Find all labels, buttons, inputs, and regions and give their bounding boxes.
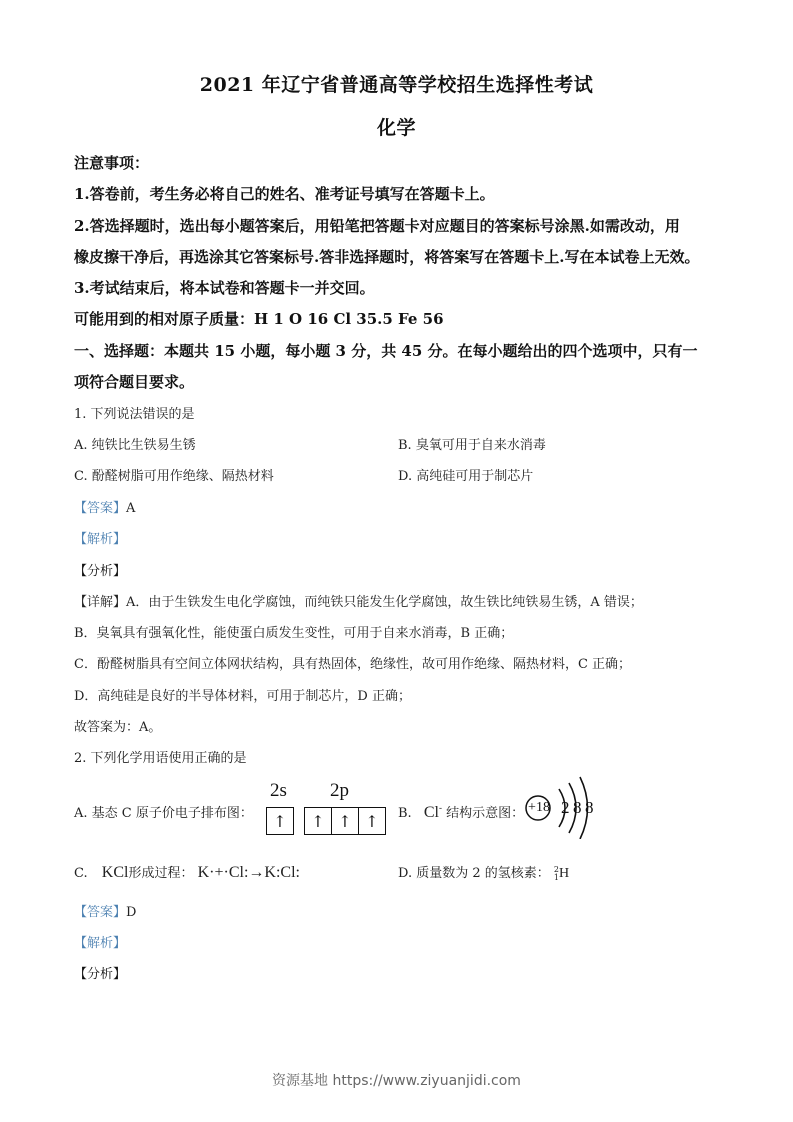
orbital-2p-box <box>304 807 386 835</box>
option-letter: B. <box>398 806 412 821</box>
orbital-2p-label: 2p <box>330 780 349 801</box>
element-symbol: H <box>559 866 570 881</box>
q1-answer <box>74 497 135 516</box>
question-2-stem: 2. 下列化学用语使用正确的是 <box>74 751 247 766</box>
option-text: D. 质量数为 2 的氢核素： <box>398 866 550 881</box>
q2-option-c <box>74 862 300 882</box>
chloride-ion <box>424 804 442 821</box>
notice-item-2-cont: 橡皮擦干净后，再选涂其它答案标号.答非选择题时，将答案写在答题卡上.写在本试卷上无效。 <box>74 248 700 266</box>
up-arrow-icon: ↑ <box>332 808 359 834</box>
q1-detail-d: D．高纯硅是良好的半导体材料，可用于制芯片，D 正确； <box>74 689 411 704</box>
ion-charge: - <box>438 802 442 813</box>
electron-dot-equation: K·+·Cl:→K:Cl: <box>197 864 300 881</box>
up-arrow-icon: ↑ <box>365 811 379 831</box>
exam-title: 2021 年辽宁省普通高等学校招生选择性考试 <box>199 74 594 96</box>
notice-item-2: 2.答选择题时，选出每小题答案后，用铅笔把答题卡对应题目的答案标号涂黑.如需改动，用 <box>74 217 680 235</box>
option-letter: C. <box>74 866 88 881</box>
q2-option-a-label: A. 基态 C 原子价电子排布图： <box>74 806 253 821</box>
mass-number: 2 <box>553 864 559 874</box>
q1-conclusion: 故答案为：A。 <box>74 720 162 735</box>
nucleus-charge: +18 <box>528 800 550 815</box>
orbital-2s-box <box>266 807 294 835</box>
atomic-masses: 可能用到的相对原子质量：H 1 O 16 Cl 35.5 Fe 56 <box>74 310 444 328</box>
answer-value: A <box>126 501 136 516</box>
notice-item-3: 3.考试结束后，将本试卷和答题卡一并交回。 <box>74 279 375 297</box>
shell-2: 8 <box>573 798 582 817</box>
answer-tag: 【答案】 <box>74 501 127 516</box>
shell-1: 2 <box>561 798 570 817</box>
detail-line: A．由于生铁发生电化学腐蚀，而纯铁只能发生化学腐蚀，故生铁比纯铁易生锈，A 错误； <box>126 595 643 610</box>
q2-option-d <box>398 862 569 882</box>
atomic-number: 1 <box>553 872 559 882</box>
notice-heading: 注意事项： <box>74 154 150 172</box>
q1-option-b: B. 臭氧可用于自来水消毒 <box>398 438 546 453</box>
option-text: 形成过程： <box>128 866 194 881</box>
q1-fenxi-tag: 【分析】 <box>74 564 127 579</box>
answer-tag: 【答案】 <box>74 905 127 920</box>
q2-answer <box>74 901 136 920</box>
shell-3: 8 <box>585 798 594 817</box>
notice-item-1: 1.答卷前，考生务必将自己的姓名、准考证号填写在答题卡上。 <box>74 185 495 203</box>
q1-detail-b: B．臭氧具有强氧化性，能使蛋白质发生变性，可用于自来水消毒，B 正确； <box>74 626 514 641</box>
footer-watermark: 资源基地 https://www.ziyuanjidi.com <box>272 1073 521 1089</box>
q1-detail-c: C．酚醛树脂具有空间立体网状结构，具有热固体，绝缘性，故可用作绝缘、隔热材料，C 正确； <box>74 657 632 672</box>
q2-option-b <box>398 802 524 822</box>
detail-tag: 【详解】 <box>74 595 127 610</box>
answer-value: D <box>126 905 137 920</box>
section-heading: 一、选择题：本题共 15 小题，每小题 3 分，共 45 分。在每小题给出的四个选项中，只有一 <box>74 342 698 360</box>
up-arrow-icon: ↑ <box>305 808 332 834</box>
orbital-diagram <box>266 780 386 836</box>
up-arrow-icon: ↑ <box>273 811 287 831</box>
option-text: 结构示意图： <box>441 806 525 821</box>
q1-option-c: C. 酚醛树脂可用作绝缘、隔热材料 <box>74 469 274 484</box>
question-1-stem: 1. 下列说法错误的是 <box>74 407 195 422</box>
q1-analysis-tag: 【解析】 <box>74 532 127 547</box>
orbital-2s-label: 2s <box>270 780 287 801</box>
q1-detail-a <box>74 591 643 610</box>
q2-fenxi-tag: 【分析】 <box>74 967 127 982</box>
ion-symbol: Cl <box>423 804 439 821</box>
subject-title: 化学 <box>376 117 416 139</box>
q1-option-d: D. 高纯硅可用于制芯片 <box>398 469 534 484</box>
section-heading-cont: 项符合题目要求。 <box>74 373 195 391</box>
q1-option-a: A. 纯铁比生铁易生锈 <box>74 438 196 453</box>
formula: KCl <box>101 864 129 881</box>
q2-analysis-tag: 【解析】 <box>74 936 127 951</box>
